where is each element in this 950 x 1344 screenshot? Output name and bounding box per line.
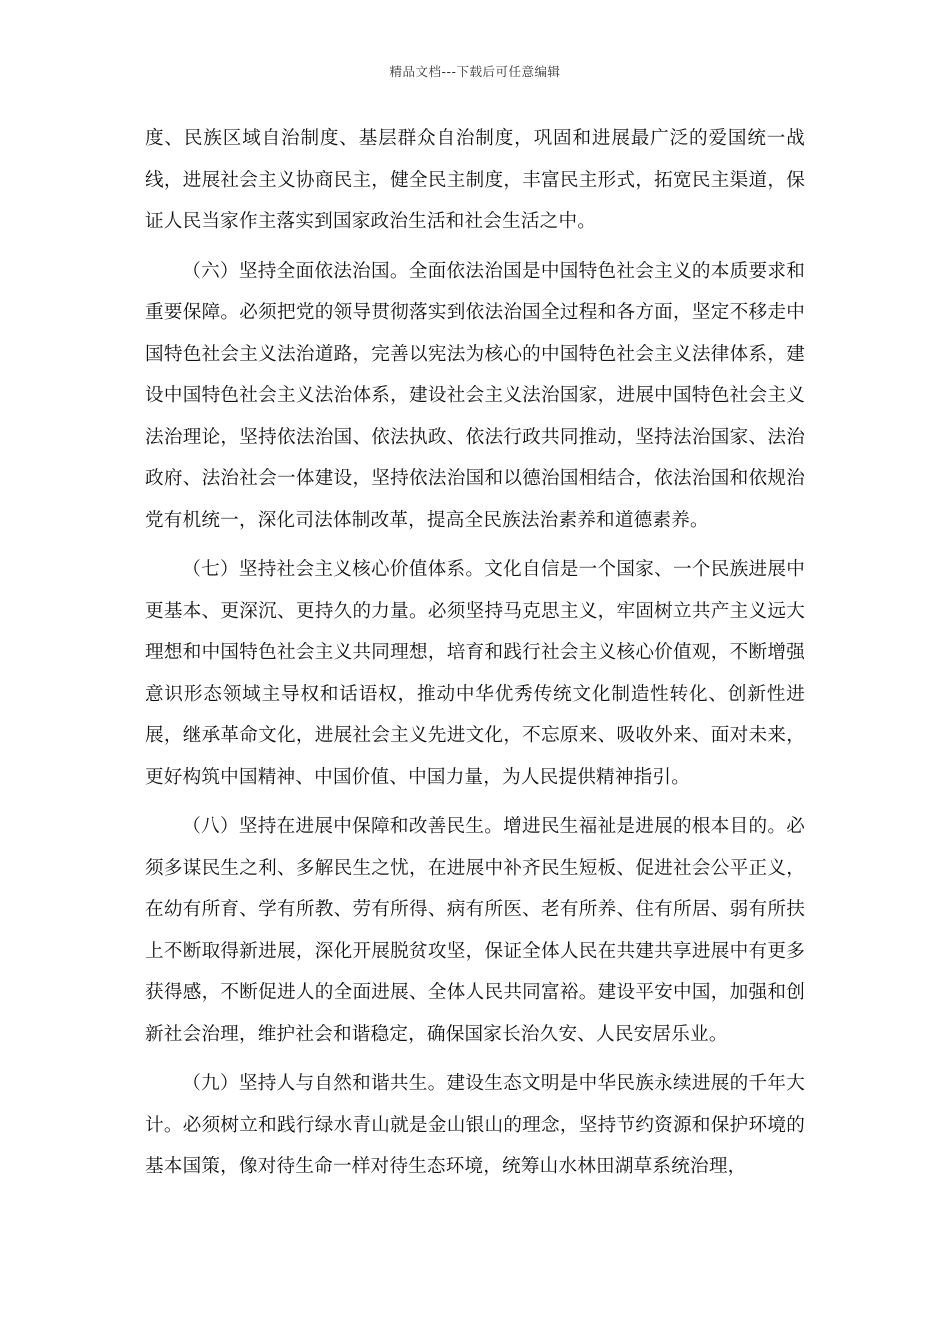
paragraph-livelihood: （八）坚持在进展中保障和改善民生。增进民生福祉是进展的根本目的。必须多谋民生之利、多解民生之忧，在进展中补齐民生短板、促进社会公平正义，在幼有所育、学有所教、劳有所得、病有所医、老有所养、住有所居、弱有所扶上不断取得新进展，深化开展脱贫攻坚，保证全体人民在共建共享进展中有更多获得感，不断促进人的全面进展、全体人民共同富裕。建设平安中国，加强和创新社会治理，维护社会和谐稳定，确保国家长治久安、人民安居乐业。 bbox=[145, 816, 805, 1045]
document-body bbox=[145, 118, 805, 1188]
paragraph-ecology: （九）坚持人与自然和谐共生。建设生态文明是中华民族永续进展的千年大计。必须树立和践行绿水青山就是金山银山的理念，坚持节约资源和保护环境的基本国策，像对待生命一样对待生态环境，统筹山水林田湖草系统治理， bbox=[145, 1073, 805, 1177]
paragraph-core-values: （七）坚持社会主义核心价值体系。文化自信是一个国家、一个民族进展中更基本、更深沉、更持久的力量。必须坚持马克思主义，牢固树立共产主义远大理想和中国特色社会主义共同理想，培育和践行社会主义核心价值观，不断增强意识形态领域主导权和话语权，推动中华优秀传统文化制造性转化、创新性进展，继承革命文化，进展社会主义先进文化，不忘原来、吸收外来、面对未来，更好构筑中国精神、中国价值、中国力量，为人民提供精神指引。 bbox=[145, 559, 805, 788]
paragraph-continuation: 度、民族区域自治制度、基层群众自治制度，巩固和进展最广泛的爱国统一战线，进展社会主义协商民主，健全民主制度，丰富民主形式，拓宽民主渠道，保证人民当家作主落实到国家政治生活和社会生活之中。 bbox=[145, 128, 805, 232]
paragraph-rule-of-law: （六）坚持全面依法治国。全面依法治国是中国特色社会主义的本质要求和重要保障。必须把党的领导贯彻落实到依法治国全过程和各方面，坚定不移走中国特色社会主义法治道路，完善以宪法为核心的中国特色社会主义法律体系，建设中国特色社会主义法治体系，建设社会主义法治国家，进展中国特色社会主义法治理论，坚持依法治国、依法执政、依法行政共同推动，坚持法治国家、法治政府、法治社会一体建设，坚持依法治国和以德治国相结合，依法治国和依规治党有机统一，深化司法体制改革，提高全民族法治素养和道德素养。 bbox=[145, 260, 805, 531]
page-header-watermark: 精品文档---下载后可任意编辑 bbox=[389, 64, 561, 79]
